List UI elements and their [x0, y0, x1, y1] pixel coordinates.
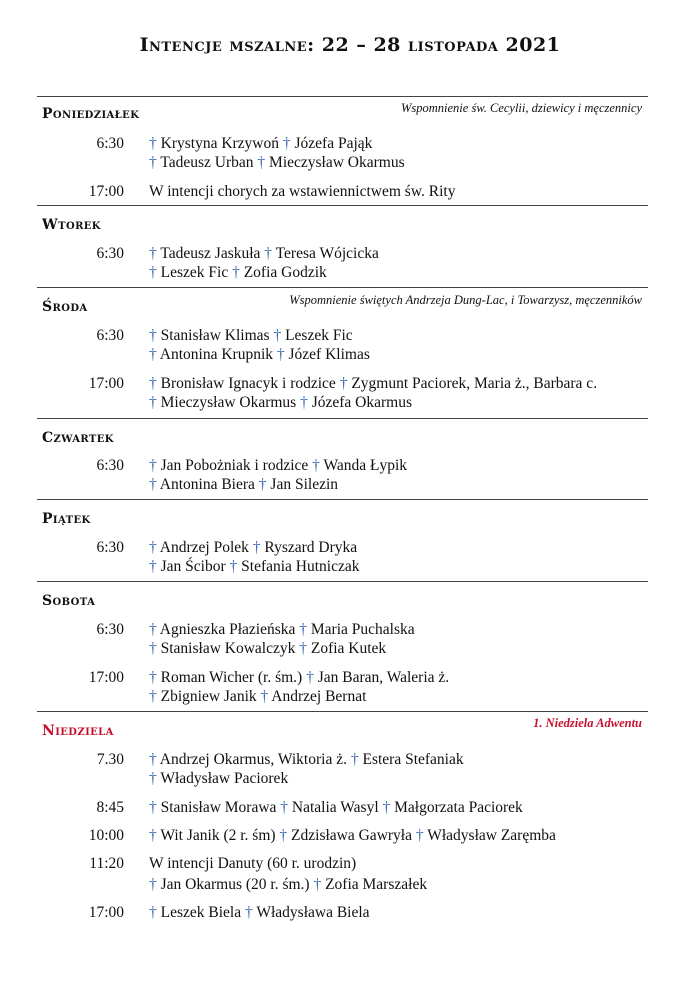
intention-text: W intencji Danuty (60 r. urodzin)	[149, 855, 357, 872]
intention-name: Wit Janik (2 r. śm)	[160, 827, 276, 844]
day-name: Poniedziałek	[42, 106, 140, 122]
cross-icon: †	[149, 770, 161, 787]
intention-line	[149, 621, 415, 639]
intention-name: Tadeusz Urban	[160, 154, 254, 171]
cross-icon: †	[382, 799, 395, 816]
intention-line	[149, 640, 386, 658]
cross-icon: †	[232, 264, 244, 281]
intention-line	[149, 375, 597, 393]
intention-line	[149, 669, 449, 687]
intention-line	[149, 558, 360, 576]
mass-time: 17:00	[88, 904, 124, 921]
intention-name: Leszek Biela	[160, 904, 242, 921]
cross-icon: †	[264, 245, 276, 262]
cross-icon: †	[149, 876, 161, 893]
intention-name: Mieczysław Okarmus	[160, 394, 297, 411]
cross-icon: †	[244, 904, 257, 921]
intention-line	[149, 346, 370, 364]
cross-icon: †	[415, 827, 428, 844]
intention-name: Andrzej Okarmus, Wiktoria ż.	[159, 751, 347, 768]
intention-line	[149, 327, 353, 345]
intention-name: Bronisław Ignacyk i rodzice	[160, 375, 336, 392]
day-note: 1. Niedziela Adwentu	[533, 716, 642, 730]
mass-time: 11:20	[89, 855, 124, 872]
intention-name: Zygmunt Paciorek, Maria ż., Barbara c.	[351, 375, 598, 392]
intention-line	[149, 855, 356, 873]
intention-name: Roman Wicher (r. śm.)	[160, 669, 303, 686]
intention-line	[149, 751, 464, 769]
cross-icon: †	[280, 799, 292, 816]
intention-line	[149, 799, 523, 817]
day-name: Środa	[42, 299, 88, 315]
cross-icon: †	[149, 135, 161, 152]
intention-line	[149, 245, 379, 263]
mass-time: 17:00	[88, 669, 124, 686]
page-title: Intencje mszalne: 22 – 28 listopada 2021	[139, 34, 561, 56]
day-name: Piątek	[42, 511, 91, 527]
day-note: Wspomnienie św. Cecylii, dziewicy i męczennicy	[400, 101, 642, 115]
mass-time: 6:30	[96, 327, 124, 344]
intention-name: Estera Stefaniak	[362, 751, 464, 768]
section-divider	[37, 581, 648, 582]
intention-name: Maria Puchalska	[310, 621, 415, 638]
intention-name: Jan Silezin	[270, 476, 339, 493]
cross-icon: †	[306, 669, 318, 686]
mass-time: 10:00	[88, 827, 124, 844]
intention-name: Władysława Biela	[256, 904, 370, 921]
intention-name: Józef Klimas	[288, 346, 370, 363]
mass-time: 8:45	[96, 799, 124, 816]
intention-name: Stanisław Kowalczyk	[160, 640, 296, 657]
cross-icon: †	[350, 751, 363, 768]
section-divider	[37, 205, 648, 206]
intention-name: Andrzej Polek	[159, 539, 249, 556]
cross-icon: †	[257, 154, 270, 171]
cross-icon: †	[339, 375, 352, 392]
intention-line	[149, 688, 366, 706]
day-name: Czwartek	[42, 430, 114, 446]
intention-name: Tadeusz Jaskuła	[160, 245, 261, 262]
cross-icon: †	[260, 688, 272, 705]
cross-icon: †	[299, 621, 311, 638]
intention-line	[149, 539, 357, 557]
intention-name: Zofia Godzik	[243, 264, 327, 281]
intention-name: Józefa Pająk	[294, 135, 373, 152]
mass-time: 6:30	[96, 457, 124, 474]
intention-name: Zdzisława Gawryła	[291, 827, 412, 844]
intention-name: Leszek Fic	[160, 264, 229, 281]
intention-line	[149, 876, 427, 894]
intention-line	[149, 904, 370, 922]
intention-name: Agnieszka Płazieńska	[159, 621, 296, 638]
cross-icon: †	[252, 539, 265, 556]
intention-name: Zofia Marszałek	[325, 876, 428, 893]
cross-icon: †	[149, 539, 160, 556]
intention-name: Andrzej Bernat	[271, 688, 367, 705]
mass-time: 6:30	[96, 539, 124, 556]
cross-icon: †	[279, 827, 292, 844]
cross-icon: †	[229, 558, 242, 575]
day-name: Niedziela	[42, 723, 114, 739]
intention-name: Antonina Biera	[159, 476, 255, 493]
mass-time: 17:00	[88, 375, 124, 392]
intention-line	[149, 394, 412, 412]
cross-icon: †	[149, 245, 161, 262]
cross-icon: †	[149, 154, 161, 171]
intention-name: Zofia Kutek	[310, 640, 387, 657]
cross-icon: †	[149, 457, 161, 474]
mass-time: 7.30	[96, 751, 124, 768]
intention-line	[149, 827, 556, 845]
cross-icon: †	[312, 457, 324, 474]
day-name: Wtorek	[42, 217, 101, 233]
cross-icon: †	[276, 346, 289, 363]
intention-name: Krystyna Krzywoń	[160, 135, 280, 152]
cross-icon: †	[149, 751, 160, 768]
intention-line	[149, 457, 407, 475]
cross-icon: †	[299, 640, 311, 657]
intention-line	[149, 476, 338, 494]
intention-name: Stefania Hutniczak	[241, 558, 360, 575]
section-divider	[37, 499, 648, 500]
cross-icon: †	[149, 264, 161, 281]
intention-name: Mieczysław Okarmus	[269, 154, 405, 171]
intention-line	[149, 770, 288, 788]
intention-name: Małgorzata Paciorek	[394, 799, 523, 816]
cross-icon: †	[149, 688, 161, 705]
cross-icon: †	[149, 799, 161, 816]
section-divider	[37, 96, 648, 97]
mass-time: 6:30	[96, 621, 124, 638]
cross-icon: †	[282, 135, 295, 152]
intention-line	[149, 154, 405, 172]
cross-icon: †	[149, 346, 160, 363]
intention-name: Stanisław Morawa	[160, 799, 277, 816]
intention-name: Antonina Krupnik	[159, 346, 274, 363]
section-divider	[37, 287, 648, 288]
section-divider	[37, 711, 648, 712]
cross-icon: †	[149, 621, 160, 638]
section-divider	[37, 418, 648, 419]
cross-icon: †	[149, 827, 161, 844]
intention-name: Władysław Paciorek	[160, 770, 289, 787]
intention-line	[149, 183, 455, 201]
intention-name: Zbigniew Janik	[160, 688, 257, 705]
intention-name: Jan Okarmus (20 r. śm.)	[160, 876, 310, 893]
intention-text: W intencji chorych za wstawiennictwem św. Rity	[149, 183, 456, 200]
cross-icon: †	[149, 640, 161, 657]
intention-name: Władysław Zaręmba	[427, 827, 556, 844]
cross-icon: †	[149, 669, 161, 686]
day-note: Wspomnienie świętych Andrzeja Dung-Lac, i Towarzysz, męczenników	[289, 293, 642, 307]
cross-icon: †	[300, 394, 312, 411]
intention-name: Ryszard Dryka	[264, 539, 358, 556]
intention-name: Jan Ścibor	[160, 558, 226, 575]
cross-icon: †	[149, 476, 160, 493]
intention-name: Stanisław Klimas	[160, 327, 270, 344]
intention-name: Jan Pobożniak i rodzice	[160, 457, 309, 474]
cross-icon: †	[258, 476, 271, 493]
cross-icon: †	[273, 327, 286, 344]
mass-time: 17:00	[88, 183, 124, 200]
intention-name: Leszek Fic	[285, 327, 353, 344]
intention-name: Wanda Łypik	[323, 457, 408, 474]
mass-time: 6:30	[96, 135, 124, 152]
cross-icon: †	[149, 327, 161, 344]
cross-icon: †	[149, 375, 161, 392]
cross-icon: †	[149, 904, 161, 921]
mass-time: 6:30	[96, 245, 124, 262]
day-name: Sobota	[42, 593, 96, 609]
cross-icon: †	[149, 394, 161, 411]
intention-line	[149, 264, 327, 282]
cross-icon: †	[149, 558, 161, 575]
intention-name: Jan Baran, Waleria ż.	[317, 669, 450, 686]
cross-icon: †	[313, 876, 326, 893]
intention-line	[149, 135, 372, 153]
intention-name: Teresa Wójcicka	[275, 245, 379, 262]
intention-name: Józefa Okarmus	[311, 394, 412, 411]
intention-name: Natalia Wasyl	[291, 799, 379, 816]
